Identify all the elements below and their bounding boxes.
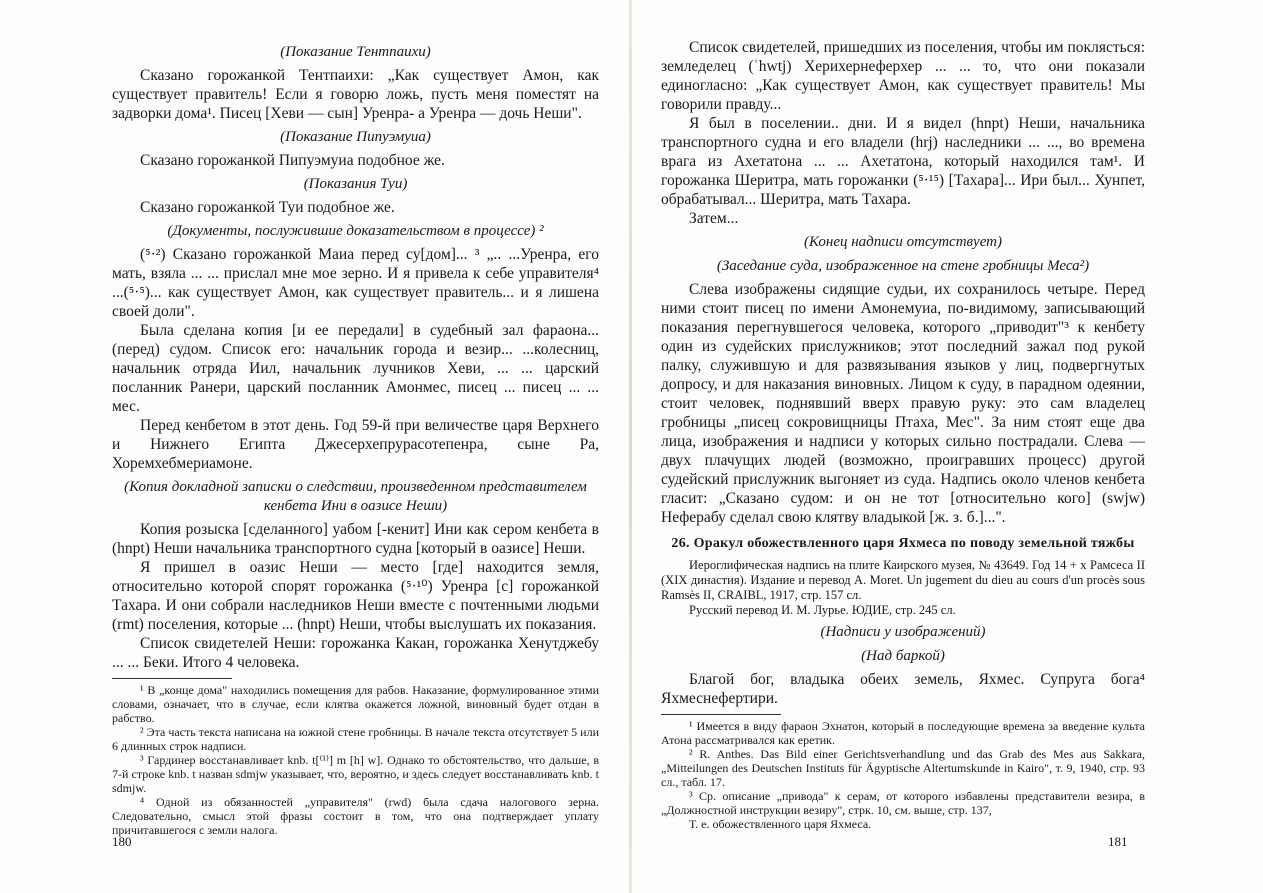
right-page [631,0,1263,893]
paragraph: Затем... [689,210,739,227]
heading-end-missing: (Конец надписи отсутствует) [804,234,1002,250]
footnote-rule [112,678,232,679]
paragraph: Список свидетелей Неши: горожанка Какан, горожанка Хенутджебу ... ... Беки. Итого 4 человека. [112,635,599,671]
footnote: ¹ Имеется в виду фараон Эхнатон, который в последующие времена за введение культа Атона рассматривался как еретик. [661,719,1145,747]
footnote: ³ Гардинер восстанавливает knb. t[⁽¹⁾] m [h] w]. Однако то обстоятельство, что дальше, в 7-й строке knb. t назван sdmjw указывает, что, вероятно, и здесь следует восстанавливать knb. t sdmjw. [112,753,599,795]
paragraph: Список свидетелей, пришедших из поселения, чтобы им поклясться: земледелец (ʿhwtj) Херихернеферхер ... ... то, что они показали единогласно: „Как существует Амон, как существует правитель! Мы говорили правду... [661,39,1145,113]
heading-documents: (Документы, послужившие доказательством в процессе) ² [167,223,544,239]
heading-court-session: (Заседание суда, изображенное на стене гробницы Меса²) [716,258,1090,274]
footnote: Т. е. обожествленного царя Яхмеса. [689,817,872,831]
footnote: ² Эта часть текста написана на южной стене гробницы. В начале текста отсутствует 5 или 6 длинных строк надписи. [112,725,599,753]
paragraph: Я пришел в оазис Неши — место [где] находится земля, относительно которой спорят горожанка (⁵·¹⁰) Уренра [с] горожанкой Тахара. И они собрали наследников Неши вместе с почтенными людьми (rmt) поселения, которые ... (hnpt) Неши, чтобы выслушать их показания. [112,559,599,633]
paragraph: Перед кенбетом в этот день. Год 59-й при величестве царя Верхнего и Нижнего Египта Джесерхепрурасотепенра, сыне Ра, Хоремхебмериамоне. [112,417,599,472]
source-note: Иероглифическая надпись на плите Каирского музея, № 43649. Год 14 + x Рамсеса II (XIX династия). Издание и перевод A. Moret. Un jugement du dieu au cours d'un procès sous Ramsès II, CRAIBL, 1917, стр. 157 сл. [661,558,1145,602]
footnote-rule [661,714,781,715]
heading-tentpaihi: (Показание Тентпаихи) [280,44,431,60]
heading-tui: (Показания Туи) [303,176,408,192]
page-number-right: 181 [1108,834,1128,849]
paragraph: Я был в поселении.. дни. И я видел (hnpt) Неши, начальника транспортного судна и его владели (hrj) наследники ... ..., во времена врага из Ахетатона ... ... Ахетатона, который находился там¹. И горожанка Шеритра, мать горожанки (⁵·¹⁵) [Тахара]... Ири был... Хунпет, обрабатывал... Шеритра, мать Тахара. [661,115,1145,208]
footnote: ³ Ср. описание „привода" к серам, от которого избавлены представители везира, в „Должностной инструкции везиру", стрк. 10, см. выше, стр. 137, [661,789,1145,817]
paragraph: Сказано горожанкой Туи подобное же. [140,199,395,216]
footnote: ² R. Anthes. Das Bild einer Gerichtsverhandlung und das Grab des Mes aus Sakkara, „Mitteilungen des Deutschen Instituts für Ägyptische Altertumskunde in Kairo", т. 9, 1940, стр. 93 сл., табл. 17. [661,747,1145,789]
paragraph: Копия розыска [сделанного] уабом [-кенит] Ини как сером кенбета в (hnpt) Неши начальника транспортного судна [который в оазисе] Неши. [112,521,599,557]
paragraph: Сказано горожанкой Тентпаихи: „Как существует Амон, как существует правитель! Если я говорю ложь, пусть меня поместят на задворки дома¹. Писец [Хеви — сын] Уренра- а Уренра — дочь Неши". [112,67,599,122]
footnote: ⁴ Одной из обязанностей „управителя" (rwd) была сдача налогового зерна. Следовательно, смысл этой фразы состоит в том, что она подтверждает уплату причитавшегося с земли налога. [112,795,599,837]
paragraph: Благой бог, владыка обеих земель, Яхмес. Супруга бога⁴ Яхмеснефертири. [661,671,1145,707]
source-note: Русский перевод И. М. Лурье. ЮДИЕ, стр. 245 сл. [689,603,956,617]
footnote: ¹ В „конце дома" находились помещения для рабов. Наказание, формулированное этими словами, означает, что в случае, если клятва окажется ложной, виновный будет отдан в рабство. [112,683,599,725]
paragraph: (⁵·²) Сказано горожанкой Маиа перед су[дом]... ³ „.. ...Уренра, его мать, взяла ... ... прислал мне мое зерно. И я привела к себе управителя⁴ ...(⁵·⁵)... как существует Амон, как существует правитель... и я лишена своей доли". [112,246,599,320]
heading-copy-report: (Копия докладной записки о следствии, произведенном представителем кенбета Ини в оазисе Неши) [124,479,587,514]
heading-pipuemuia: (Показание Пипуэмуиа) [280,129,431,145]
paragraph: Сказано горожанкой Пипуэмуиа подобное же. [140,152,445,169]
left-page [0,0,631,893]
paragraph: Слева изображены сидящие судьи, их сохранилось четыре. Перед ними стоит писец по имени Амонемуиа, по-видимому, записывающий показания перегнувшегося человека, которого „приводит"³ к кенбету один из судейских прислужников; этот последний зажал под рукой палку, служившую и для развязывания языков у лиц, подвергнутых допросу, и для наказания виновных. Лицом к суду, в парадном одеянии, стоит человек, поднявший вверх правую руку: это сам владелец гробницы „писец сокровищницы Птаха, Мес". За ним стоят еще два лица, изображения и надписи у которых сильно пострадали. Слева — двух плачущих людей (возможно, проигравших процесс) другой судейский прислужник выгоняет из суда. Надпись около членов кенбета гласит: „Сказано судом: и он не тот [относительно кого] (swjw) Неферабу сделал свою клятву владыкой [ж. з. б.]...". [661,281,1145,526]
page-number-left: 180 [112,834,132,849]
paragraph: Была сделана копия [и ее передали] в судебный зал фараона... (перед) судом. Список его: начальник города и везир... ...колесниц, начальник отряда Иил, начальник лучников Хеви, ... ... царский посланник Ранери, царский посланник Амонмес, писец ... писец ... ... мес. [112,322,599,415]
heading-inscriptions: (Надписи у изображений) [820,624,986,640]
section-title: 26. Оракул обожествленного царя Яхмеса по поводу земельной тяжбы [671,536,1135,551]
heading-over-boat: (Над баркой) [861,648,945,664]
